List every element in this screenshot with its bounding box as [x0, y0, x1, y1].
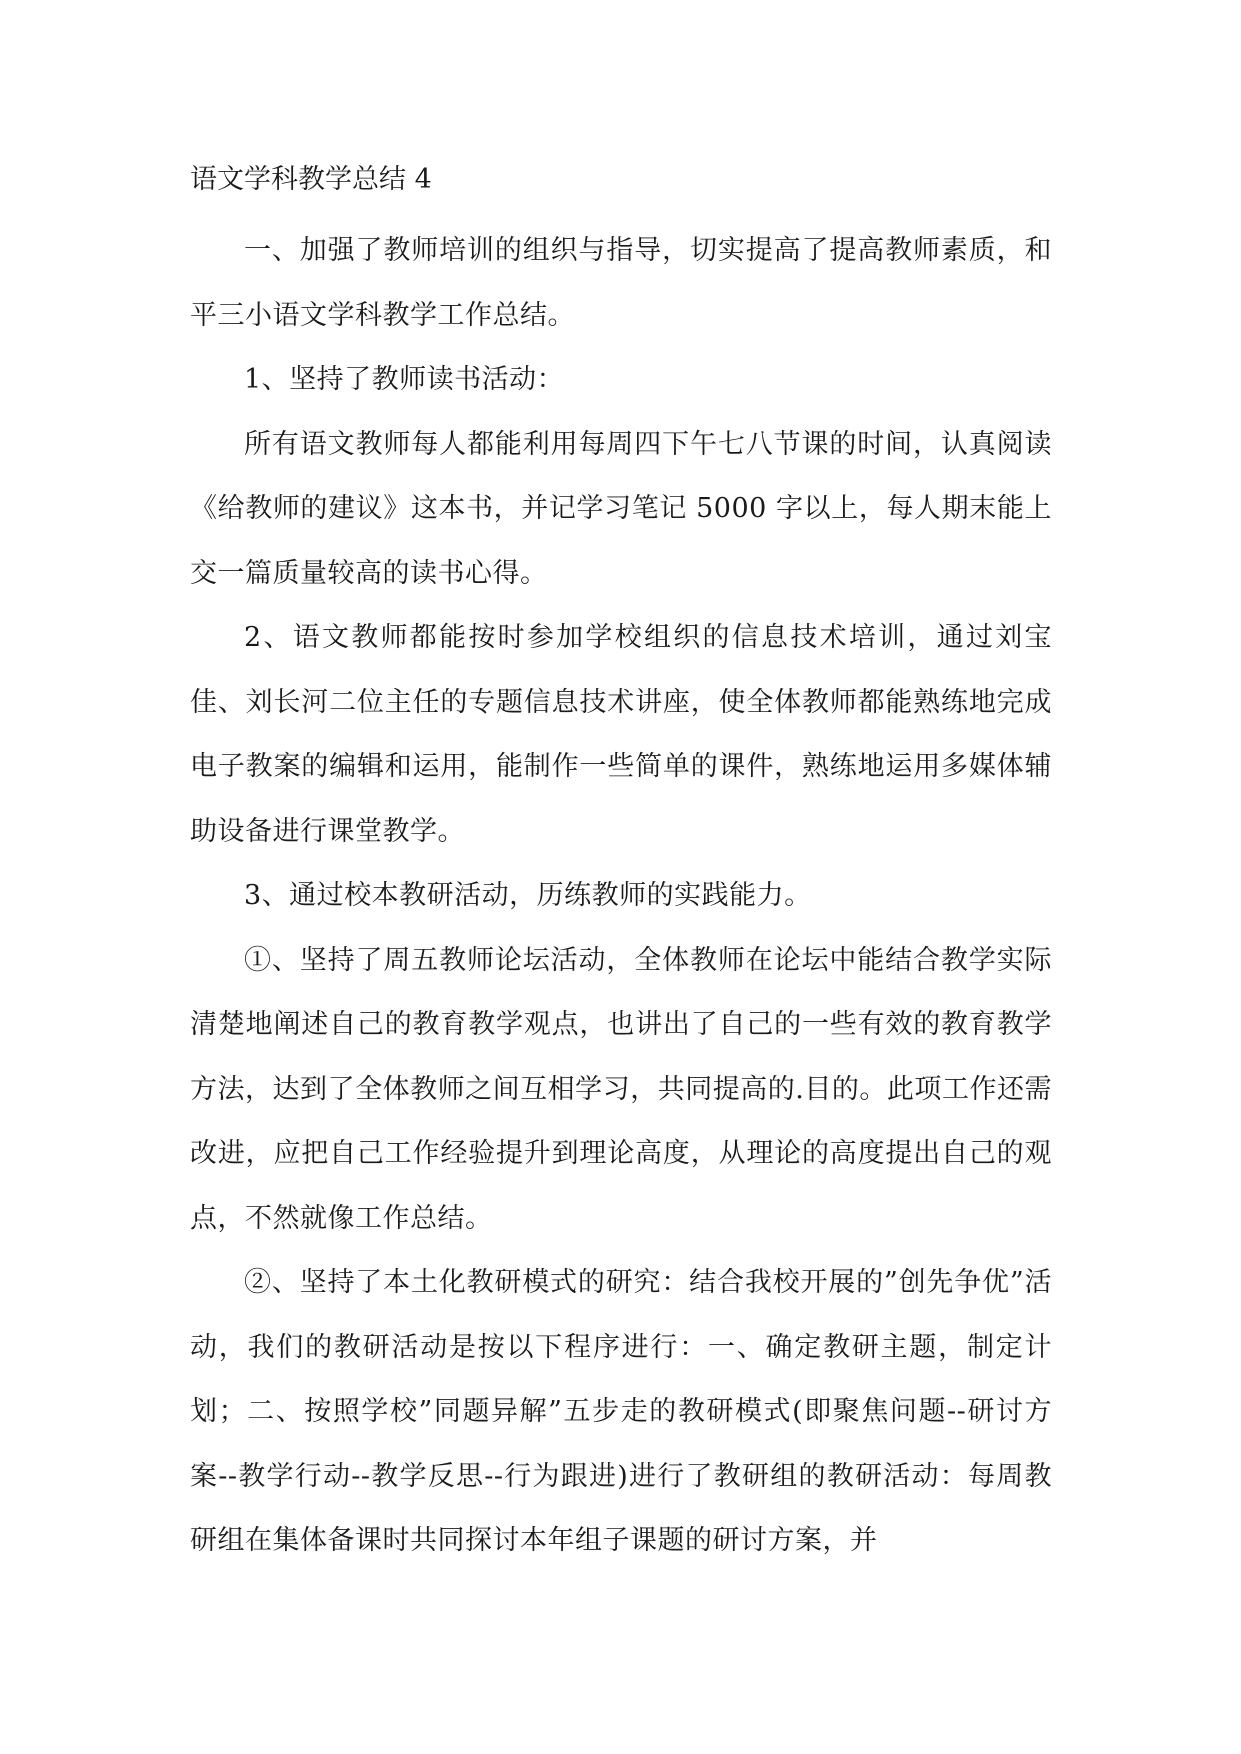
paragraph-training: 一、加强了教师培训的组织与指导，切实提高了提高教师素质，和平三小语文学科教学工作总结。 — [190, 235, 1052, 331]
document-title: 语文学科教学总结 4 — [190, 164, 432, 195]
paragraph-reading-heading: 1、坚持了教师读书活动： — [244, 364, 565, 395]
paragraph-school-research: 3、通过校本教研活动，历练教师的实践能力。 — [244, 880, 812, 911]
document-body — [190, 219, 1052, 1574]
paragraph-forum: ①、坚持了周五教师论坛活动，全体教师在论坛中能结合教学实际清楚地阐述自己的教育教学观点，也讲出了自己的一些有效的教育教学方法，达到了全体教师之间互相学习，共同提高的.目的。此项工作还需改进，应把自己工作经验提升到理论高度，从理论的高度提出自己的观点，不然就像工作总结。 — [190, 944, 1052, 1234]
paragraph-local-model: ②、坚持了本土化教研模式的研究：结合我校开展的”创先争优”活动，我们的教研活动是按以下程序进行：一、确定教研主题，制定计划；二、按照学校”同题异解”五步走的教研模式(即聚焦问题--研讨方案--教学行动--教学反思--行为跟进)进行了教研组的教研活动：每周教研组在集体备课时共同探讨本年组子课题的研讨方案，并 — [190, 1267, 1052, 1556]
paragraph-reading: 所有语文教师每人都能利用每周四下午七八节课的时间，认真阅读《给教师的建议》这本书，并记学习笔记 5000 字以上，每人期末能上交一篇质量较高的读书心得。 — [190, 428, 1052, 589]
paragraph-it-training: 2、语文教师都能按时参加学校组织的信息技术培训，通过刘宝佳、刘长河二位主任的专题信息技术讲座，使全体教师都能熟练地完成电子教案的编辑和运用，能制作一些简单的课件，熟练地运用多媒体辅助设备进行课堂教学。 — [190, 622, 1052, 847]
